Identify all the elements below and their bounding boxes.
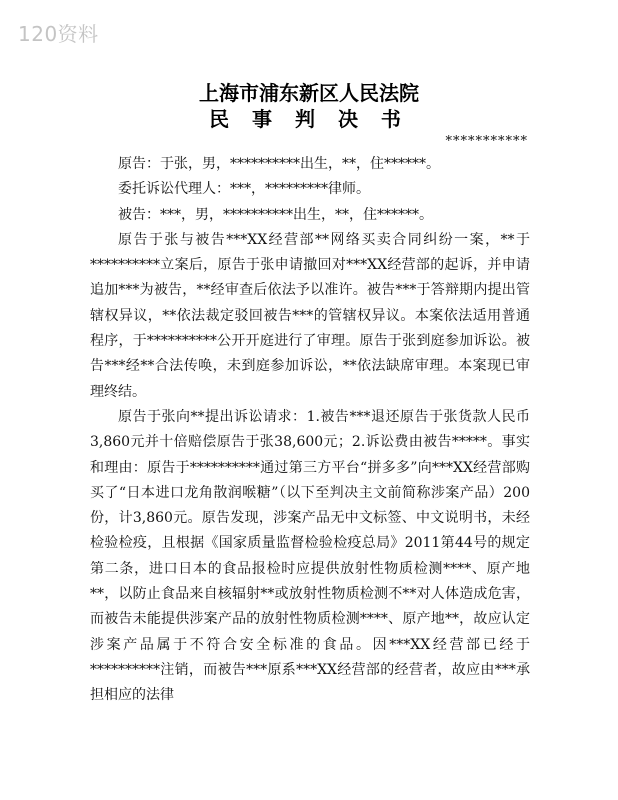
judgment-body — [90, 152, 530, 709]
claims-paragraph: 原告于张向**提出诉讼请求：1.被告***退还原告于张货款人民币3,860元并十倍赔偿原告于张38,600元；2.诉讼费由被告*****。事实和理由：原告于**********通过第三方平台“拼多多”向***XX经营部购买了“日本进口龙角散润喉糖”（以下至判决主文前简称涉案产品）200份，计3,860元。原告发现，涉案产品无中文标签、中文说明书，未经检验检疫，且根据《国家质量监督检验检疫总局》2011第44号的规定第二条，进口日本的食品报检时应提供放射性物质检测****、原产地**，以防止食品来自核辐射**或放射性物质检测不**对人体造成危害，而被告未能提供涉案产品的放射性物质检测****、原产地**，故应认定涉案产品属于不符合安全标准的食品。因***XX经营部已经于**********注销，而被告***原系***XX经营部的经营者，故应由***承担相应的法律 — [90, 408, 530, 704]
plaintiff-info: 原告：于张，男，**********出生，**，住******。 — [118, 156, 440, 172]
case-number: *********** — [445, 134, 528, 149]
agent-info: 委托诉讼代理人：***，*********律师。 — [118, 181, 370, 198]
defendant-info: 被告：***，男，**********出生，**，住******。 — [118, 206, 433, 223]
watermark: 120资料 — [18, 22, 99, 46]
court-name: 上海市浦东新区人民法院 — [199, 81, 419, 105]
document-type: 民 事 判 决 书 — [209, 107, 409, 131]
case-procedure-paragraph: 原告于张与被告***XX经营部**网络买卖合同纠纷一案，**于**********立案后，原告于张申请撤回对***XX经营部的起诉，并申请追加***为被告，**经审查后依法予以准许。被告***于答辩期内提出管辖权异议，**依法裁定驳回被告***的管辖权异议。本案依法适用普通程序，于**********公开开庭进行了审理。原告于张到庭参加诉讼。被告***经**合法传唤，未到庭参加诉讼，**依法缺席审理。本案现已审理终结。 — [90, 231, 530, 400]
